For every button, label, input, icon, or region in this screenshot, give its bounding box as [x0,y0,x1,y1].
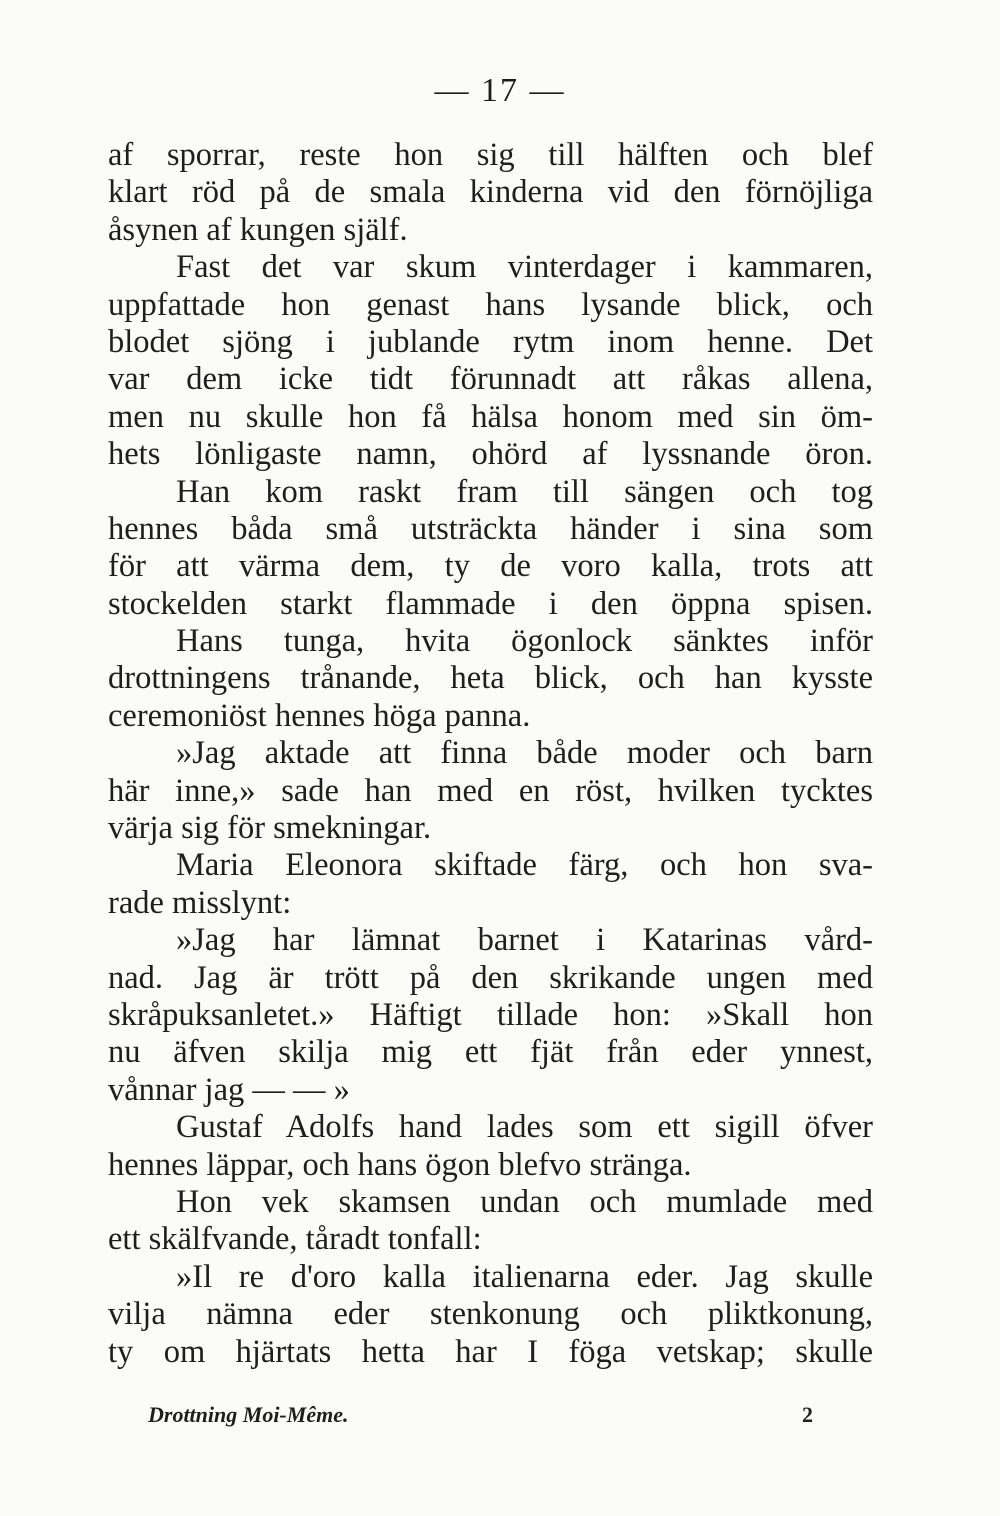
text-line: för att värma dem, ty de voro kalla, trots att [108,548,873,585]
text-line: skråpuksanletet.» Häftigt tillade hon: »Skall hon [108,996,873,1033]
text-line: ty om hjärtats hetta har I föga vetskap; skulle [108,1333,873,1370]
footer-book-title: Drottning Moi-Même. [148,1402,349,1427]
text-line: klart röd på de smala kinderna vid den förnöjliga [108,174,873,211]
text-line: rade misslynt: [108,884,292,921]
text-line: vilja nämna eder stenkonung och pliktkonung, [108,1296,873,1333]
footer-signature-mark: 2 [802,1402,813,1427]
text-line: hennes båda små utsträckta händer i sina som [108,510,873,547]
text-line: »Jag har lämnat barnet i Katarinas vård- [176,922,873,959]
text-line: »Il re d'oro kalla italienarna eder. Jag skulle [176,1258,873,1295]
text-line: Han kom raskt fram till sängen och tog [176,473,873,510]
text-line: Fast det var skum vinterdager i kammaren, [176,249,873,286]
text-line: drottningens trånande, heta blick, och han kysste [108,660,873,697]
text-line: hets lönligaste namn, ohörd af lyssnande öron. [108,436,873,473]
text-line: här inne,» sade han med en röst, hvilken tycktes [108,772,873,809]
text-line: Gustaf Adolfs hand lades som ett sigill öfver [176,1109,873,1146]
text-line: värja sig för smekningar. [108,810,432,847]
text-line: men nu skulle hon få hälsa honom med sin öm- [108,398,873,435]
text-line: vånnar jag — — » [108,1071,350,1108]
text-line: blodet sjöng i jublande rytm inom henne. Det [108,323,873,360]
text-line: ett skälfvande, tåradt tonfall: [108,1221,482,1258]
text-line: Maria Eleonora skiftade färg, och hon sva- [176,847,873,884]
text-line: »Jag aktade att finna både moder och barn [176,735,873,772]
text-line: uppfattade hon genast hans lysande blick, och [108,286,873,323]
text-line: Hon vek skamsen undan och mumlade med [176,1183,873,1220]
body-text [108,137,873,1371]
text-line: nu äfven skilja mig ett fjät från eder ynnest, [108,1034,873,1071]
text-line: Hans tunga, hvita ögonlock sänktes inför [176,623,873,660]
page-number-header: — 17 — [434,72,566,109]
text-line: nad. Jag är trött på den skrikande ungen med [108,959,873,996]
text-line: hennes läppar, och hans ögon blefvo stränga. [108,1146,692,1183]
text-line: af sporrar, reste hon sig till hälften och blef [108,137,873,173]
text-line: ceremoniöst hennes höga panna. [108,697,531,734]
text-line: stockelden starkt flammade i den öppna spisen. [108,585,873,622]
text-line: åsynen af kungen själf. [108,211,408,248]
text-line: var dem icke tidt förunnadt att råkas allena, [108,361,873,398]
